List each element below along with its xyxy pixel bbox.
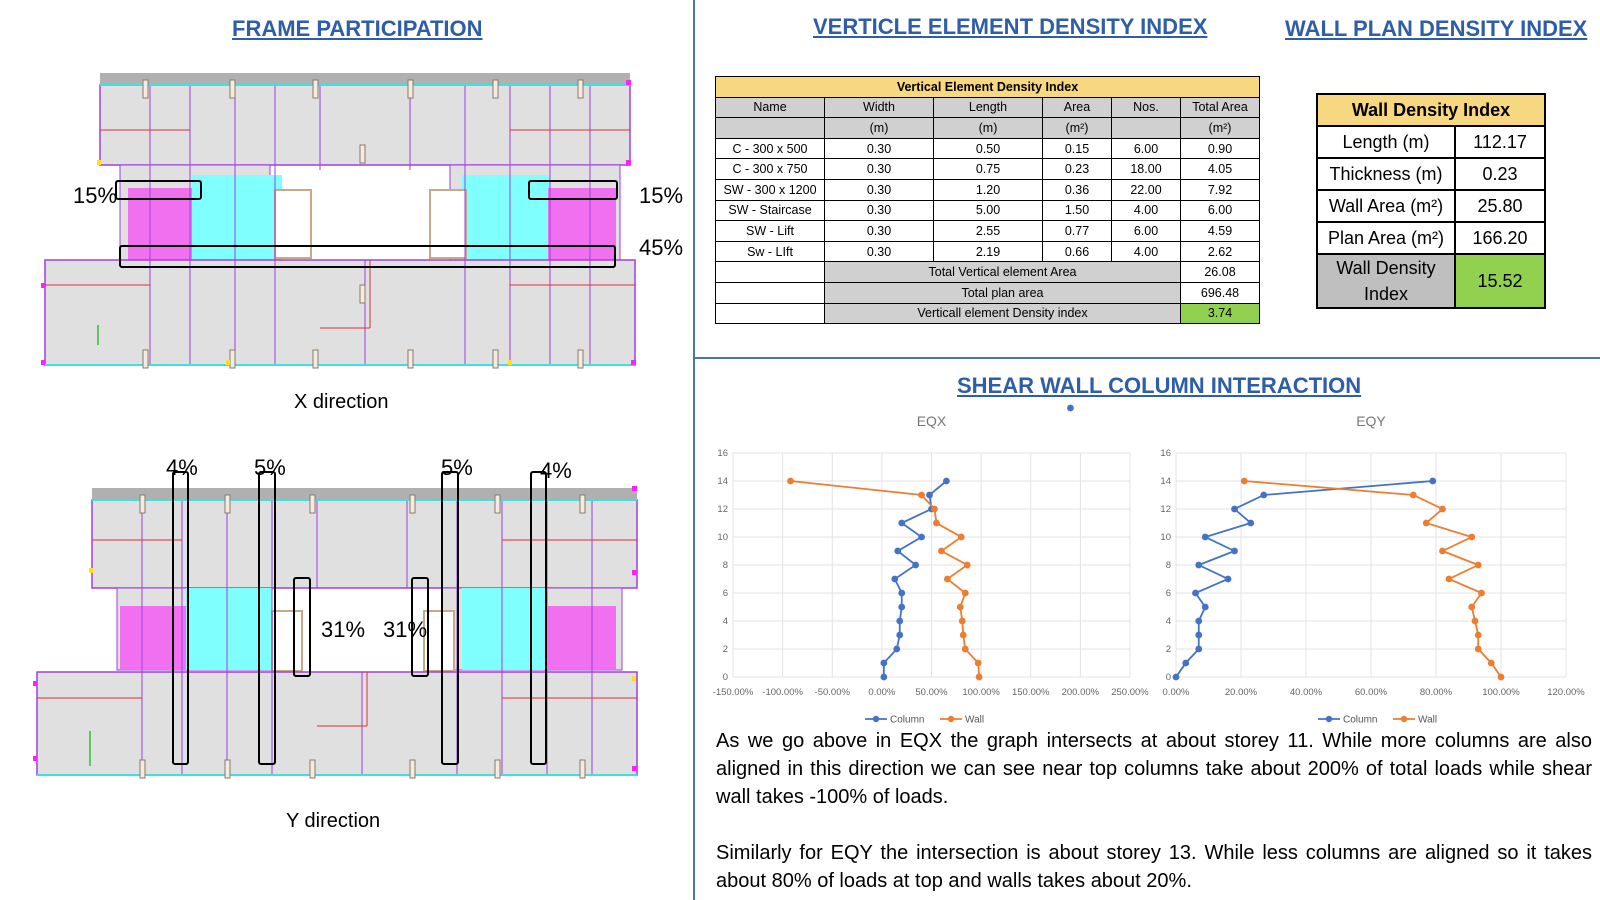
x-pct-right: 15% [639,183,684,208]
data-point-wall [1475,632,1482,639]
legend-marker [873,716,879,722]
legend-marker [1326,716,1332,722]
table-cell: 0.66 [1043,241,1112,262]
x-tick-label: 200.00% [1061,687,1100,698]
y-pct-2: 5% [254,455,286,480]
data-point-column [893,646,900,653]
data-point-column [912,562,919,569]
table-cell: 0.90 [1181,138,1260,159]
table-cell: 7.92 [1181,179,1260,200]
data-point-column [1260,492,1267,499]
table-cell: SW - Lift [716,221,825,242]
wdi-value: 112.17 [1455,126,1545,158]
data-point-column [1231,548,1238,555]
wdi-value: 25.80 [1455,190,1545,222]
table-cell: 4.00 [1112,200,1181,221]
wdi-final-value: 15.52 [1455,254,1545,308]
y-tick-label: 14 [1160,476,1171,487]
data-point-wall [960,632,967,639]
summary-value: 26.08 [1181,262,1260,283]
eqx-chart [705,408,1149,726]
y-tick-label: 10 [717,532,728,543]
data-point-wall [957,604,964,611]
y-tick-label: 2 [1165,644,1171,655]
table-cell: C - 300 x 500 [716,138,825,159]
x-tick-label: 0.00% [868,687,896,698]
data-point-wall [1498,674,1505,681]
table-cell: 0.15 [1043,138,1112,159]
summary-value: 696.48 [1181,282,1260,303]
table-cell: Sw - LIft [716,241,825,262]
data-point-wall [1241,478,1248,485]
y-tick-label: 10 [1160,532,1171,543]
summary-row [716,303,1260,324]
x-tick-label: 20.00% [1224,687,1258,698]
table-row [1317,254,1545,308]
data-point-wall [918,492,925,499]
data-point-column [1429,478,1436,485]
data-point-wall [959,618,966,625]
swci-title: SHEAR WALL COLUMN INTERACTION [957,373,1362,398]
table-cell: 0.30 [825,200,934,221]
x-tick-label: 50.00% [915,687,948,698]
data-point-wall [1410,492,1417,499]
x-tick-label: 40.00% [1289,687,1323,698]
vedi-table [715,76,1260,324]
series-line-wall [1244,481,1501,677]
x-tick-label: 100.00% [962,687,1000,698]
x-tick-label: 150.00% [1011,687,1050,698]
wdi-final-label-2: Index [1363,284,1409,304]
data-point-wall [1439,548,1446,555]
data-point-wall [1475,646,1482,653]
x-tick-label: -100.00% [762,687,803,698]
vedi-unit [716,118,825,139]
x-pct-middle: 45% [639,235,684,260]
data-point-wall [1478,590,1485,597]
y-tick-label: 16 [1160,448,1171,459]
table-row [716,221,1260,242]
data-point-wall [787,478,794,485]
data-point-wall [962,646,969,653]
table-cell: 6.00 [1112,221,1181,242]
data-point-column [896,618,903,625]
table-row [1317,190,1545,222]
wall-density-table [1316,93,1546,309]
wdi-label: Thickness (m) [1317,158,1455,190]
y-tick-label: 14 [717,476,728,487]
wdi-final-label-1: Wall Density [1336,258,1436,278]
legend-label: Wall [965,714,985,726]
data-point-wall [1468,534,1475,541]
table-cell: 0.30 [825,241,934,262]
data-point-wall [944,576,951,583]
table-cell: SW - Staircase [716,200,825,221]
legend-marker [1401,716,1407,722]
table-cell: 0.77 [1043,221,1112,242]
eqx-observation: As we go above in EQX the graph intersects at about storey 11. While more columns are also aligned in this direction we can see near top columns take about 200% of total loads while shear wall takes -100% of loads. [716,730,1592,808]
summary-row [716,282,1260,303]
vedi-col-area: Area [1043,97,1112,118]
y-tick-label: 12 [717,504,728,515]
table-cell: 0.50 [934,138,1043,159]
density-index-value: 3.74 [1181,303,1260,324]
table-row [1317,126,1545,158]
x-tick-label: 250.00% [1111,687,1149,698]
y-tick-label: 8 [1165,560,1171,571]
data-point-wall [1446,576,1453,583]
vedi-col-total: Total Area [1181,97,1260,118]
y-pct-4: 4% [540,458,572,483]
y-tick-label: 0 [722,672,728,683]
y-tick-label: 4 [1165,616,1171,627]
vedi-col-width: Width [825,97,934,118]
data-point-wall [1468,604,1475,611]
data-point-wall [938,548,945,555]
data-point-column [898,604,905,611]
data-point-wall [1472,618,1479,625]
data-point-column [1231,506,1238,513]
x-tick-label: 80.00% [1419,687,1453,698]
data-point-column [1182,660,1189,667]
vedi-unit: (m) [825,118,934,139]
data-point-wall [975,660,982,667]
x-tick-label: 60.00% [1354,687,1388,698]
table-cell: 0.75 [934,159,1043,180]
y-tick-label: 16 [717,448,728,459]
data-point-column [898,520,905,527]
y-pct-5: 31% [321,617,366,642]
table-row [1317,158,1545,190]
wdi-label: Length (m) [1317,126,1455,158]
data-point-column [880,660,887,667]
legend-label: Wall [1418,714,1438,726]
table-cell: 0.30 [825,179,934,200]
table-row [1317,222,1545,254]
summary-label: Verticall element Density index [825,303,1181,324]
chart-title: EQY [1356,413,1386,429]
table-cell: 0.30 [825,138,934,159]
y-pct-6: 31% [383,617,428,642]
x-tick-label: 0.00% [1162,687,1190,698]
vedi-units-row [716,118,1260,139]
y-tick-label: 4 [722,616,728,627]
data-point-column [1067,405,1074,412]
data-point-wall [962,590,969,597]
data-point-wall [933,520,940,527]
series-line-column [1176,481,1433,677]
table-cell: 1.20 [934,179,1043,200]
table-cell: 0.36 [1043,179,1112,200]
eqy-observation: Similarly for EQY the intersection is about storey 13. While less columns are aligned so it takes about 80% of loads at top and walls takes about 20%. [716,842,1592,892]
vedi-title: VERTICLE ELEMENT DENSITY INDEX [813,14,1208,39]
summary-row [716,262,1260,283]
y-pct-1: 4% [166,455,198,480]
data-point-column [943,478,950,485]
x-tick-label: -50.00% [814,687,850,698]
vedi-unit: (m²) [1043,118,1112,139]
chart-title: EQX [916,413,947,429]
data-point-wall [1488,660,1495,667]
data-point-column [1225,576,1232,583]
data-point-column [1195,618,1202,625]
y-tick-label: 0 [1165,672,1171,683]
table-cell: 6.00 [1112,138,1181,159]
table-cell: 2.19 [934,241,1043,262]
data-point-column [1192,590,1199,597]
y-tick-label: 6 [722,588,728,599]
data-point-column [1195,646,1202,653]
vedi-col-nos: Nos. [1112,97,1181,118]
table-cell: 5.00 [934,200,1043,221]
data-point-wall [964,562,971,569]
table-cell: 22.00 [1112,179,1181,200]
vedi-unit: (m²) [1181,118,1260,139]
table-cell: SW - 300 x 1200 [716,179,825,200]
table-row [716,138,1260,159]
data-point-column [926,492,933,499]
y-tick-label: 12 [1160,504,1171,515]
data-point-wall [1475,562,1482,569]
table-cell: 1.50 [1043,200,1112,221]
data-point-wall [1423,520,1430,527]
frame-participation-title: FRAME PARTICIPATION [232,16,483,41]
table-cell: 0.30 [825,221,934,242]
data-point-column [1173,674,1180,681]
table-cell: C - 300 x 750 [716,159,825,180]
data-point-column [896,632,903,639]
x-direction-floor-plan [40,70,660,380]
table-cell: 4.00 [1112,241,1181,262]
vedi-table-title: Vertical Element Density Index [716,77,1260,98]
table-cell: 4.59 [1181,221,1260,242]
wdi-label: Wall Area (m²) [1317,190,1455,222]
data-point-column [894,548,901,555]
table-cell: 2.55 [934,221,1043,242]
table-row [716,159,1260,180]
data-point-column [891,576,898,583]
data-point-column [1202,534,1209,541]
legend-label: Column [1343,714,1378,726]
legend-marker [948,716,954,722]
data-point-wall [958,534,965,541]
table-cell: 0.30 [825,159,934,180]
wdi-value: 0.23 [1455,158,1545,190]
y-tick-label: 2 [722,644,728,655]
vedi-header-row [716,97,1260,118]
data-point-column [1195,632,1202,639]
x-direction-caption: X direction [294,391,389,413]
summary-label: Total plan area [825,282,1181,303]
table-cell: 6.00 [1181,200,1260,221]
eqy-chart [1148,408,1593,724]
data-point-column [918,534,925,541]
table-cell: 4.05 [1181,159,1260,180]
x-pct-left: 15% [73,183,118,208]
table-cell: 2.62 [1181,241,1260,262]
x-tick-label: -150.00% [712,687,754,698]
horizontal-divider [693,357,1600,359]
wdi-value: 166.20 [1455,222,1545,254]
y-tick-label: 6 [1165,588,1171,599]
table-row [716,179,1260,200]
y-tick-label: 8 [722,560,728,571]
table-row [716,200,1260,221]
wdi-label: Plan Area (m²) [1317,222,1455,254]
data-point-column [1195,562,1202,569]
data-point-column [1247,520,1254,527]
wpdi-title: WALL PLAN DENSITY INDEX [1285,16,1588,41]
series-line-wall [791,481,980,677]
table-cell: 18.00 [1112,159,1181,180]
summary-label: Total Vertical element Area [825,262,1181,283]
wdi-table-title: Wall Density Index [1317,94,1545,126]
y-pct-3: 5% [441,455,473,480]
y-direction-caption: Y direction [286,810,381,832]
x-tick-label: 120.00% [1547,687,1585,698]
legend-label: Column [890,714,925,726]
x-tick-label: 100.00% [1482,687,1520,698]
vedi-unit [1112,118,1181,139]
vertical-divider [693,0,695,900]
vedi-col-length: Length [934,97,1043,118]
data-point-wall [976,674,983,681]
data-point-column [1202,604,1209,611]
data-point-column [880,674,887,681]
data-point-wall [1439,506,1446,513]
wdi-final-label [1317,254,1455,308]
vedi-unit: (m) [934,118,1043,139]
data-point-wall [931,506,938,513]
table-cell: 0.23 [1043,159,1112,180]
vedi-col-name: Name [716,97,825,118]
data-point-column [898,590,905,597]
table-row [716,241,1260,262]
